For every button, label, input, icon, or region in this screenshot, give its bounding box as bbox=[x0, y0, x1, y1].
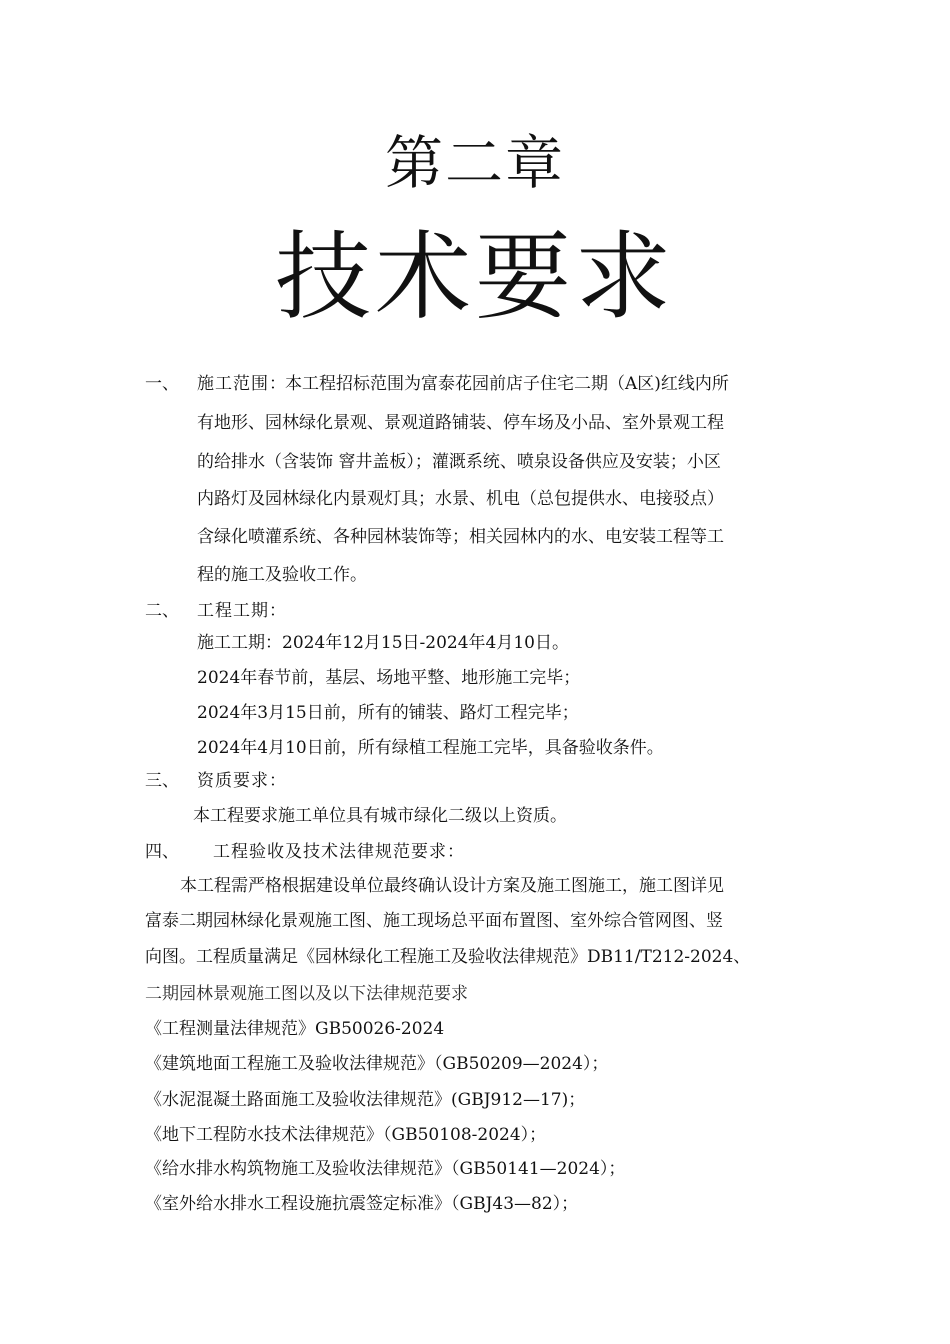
standard-item: 《给水排水构筑物施工及验收法律规范》（GB50141—2024）； bbox=[145, 1159, 626, 1179]
section-heading: 施工范围： bbox=[197, 374, 287, 394]
paragraph-line: 有地形、园林绿化景观、景观道路铺装、停车场及小品、室外景观工程 bbox=[197, 413, 724, 433]
paragraph-line: 2024年3月15日前，所有的铺装、路灯工程完毕； bbox=[197, 703, 579, 723]
section-heading: 资质要求： bbox=[197, 771, 287, 791]
standard-item: 《工程测量法律规范》GB50026-2024 bbox=[145, 1019, 445, 1039]
paragraph-line: 本工程要求施工单位具有城市绿化二级以上资质。 bbox=[193, 806, 567, 826]
paragraph-line: 含绿化喷灌系统、各种园林装饰等；相关园林内的水、电安装工程等工 bbox=[197, 527, 724, 547]
paragraph-line: 2024年4月10日前，所有绿植工程施工完毕，具备验收条件。 bbox=[197, 738, 664, 758]
paragraph-line: 的给排水（含装饰 窨井盖板）；灌溉系统、喷泉设备供应及安装；小区 bbox=[197, 452, 721, 472]
section-number: 三、 bbox=[145, 771, 179, 791]
standard-item: 《水泥混凝土路面施工及验收法律规范》(GBJ912—17)； bbox=[145, 1090, 586, 1110]
standard-item: 《地下工程防水技术法律规范》（GB50108-2024）； bbox=[145, 1125, 547, 1145]
standard-item: 《建筑地面工程施工及验收法律规范》（GB50209—2024）； bbox=[145, 1054, 609, 1074]
chapter-heading: 第二章 bbox=[384, 129, 565, 197]
page-title: 技术要求 bbox=[275, 221, 675, 333]
paragraph-line: 程的施工及验收工作。 bbox=[197, 565, 367, 585]
standard-item: 《室外给水排水工程设施抗震签定标准》（GBJ43—82）； bbox=[145, 1194, 579, 1214]
paragraph-line: 本工程招标范围为富泰花园前店子住宅二期（A区)红线内所 bbox=[285, 374, 729, 394]
section-number: 四、 bbox=[145, 842, 179, 862]
paragraph-line: 二期园林景观施工图以及以下法律规范要求 bbox=[145, 984, 468, 1004]
section-heading: 工程验收及技术法律规范要求： bbox=[213, 842, 465, 862]
section-heading: 工程工期： bbox=[197, 601, 287, 621]
paragraph-line: 本工程需严格根据建设单位最终确认设计方案及施工图施工，施工图详见 bbox=[180, 876, 724, 896]
section-number: 二、 bbox=[145, 601, 179, 621]
paragraph-line: 2024年春节前，基层、场地平整、地形施工完毕； bbox=[197, 668, 581, 688]
paragraph-line: 施工工期：2024年12月15日-2024年4月10日。 bbox=[197, 633, 569, 653]
paragraph-line: 内路灯及园林绿化内景观灯具；水景、机电（总包提供水、电接驳点） bbox=[197, 489, 724, 509]
section-number: 一、 bbox=[145, 374, 179, 394]
paragraph-line: 富泰二期园林绿化景观施工图、施工现场总平面布置图、室外综合管网图、竖 bbox=[145, 911, 723, 931]
paragraph-line: 向图。工程质量满足《园林绿化工程施工及验收法律规范》DB11/T212-2024、 bbox=[145, 947, 751, 967]
